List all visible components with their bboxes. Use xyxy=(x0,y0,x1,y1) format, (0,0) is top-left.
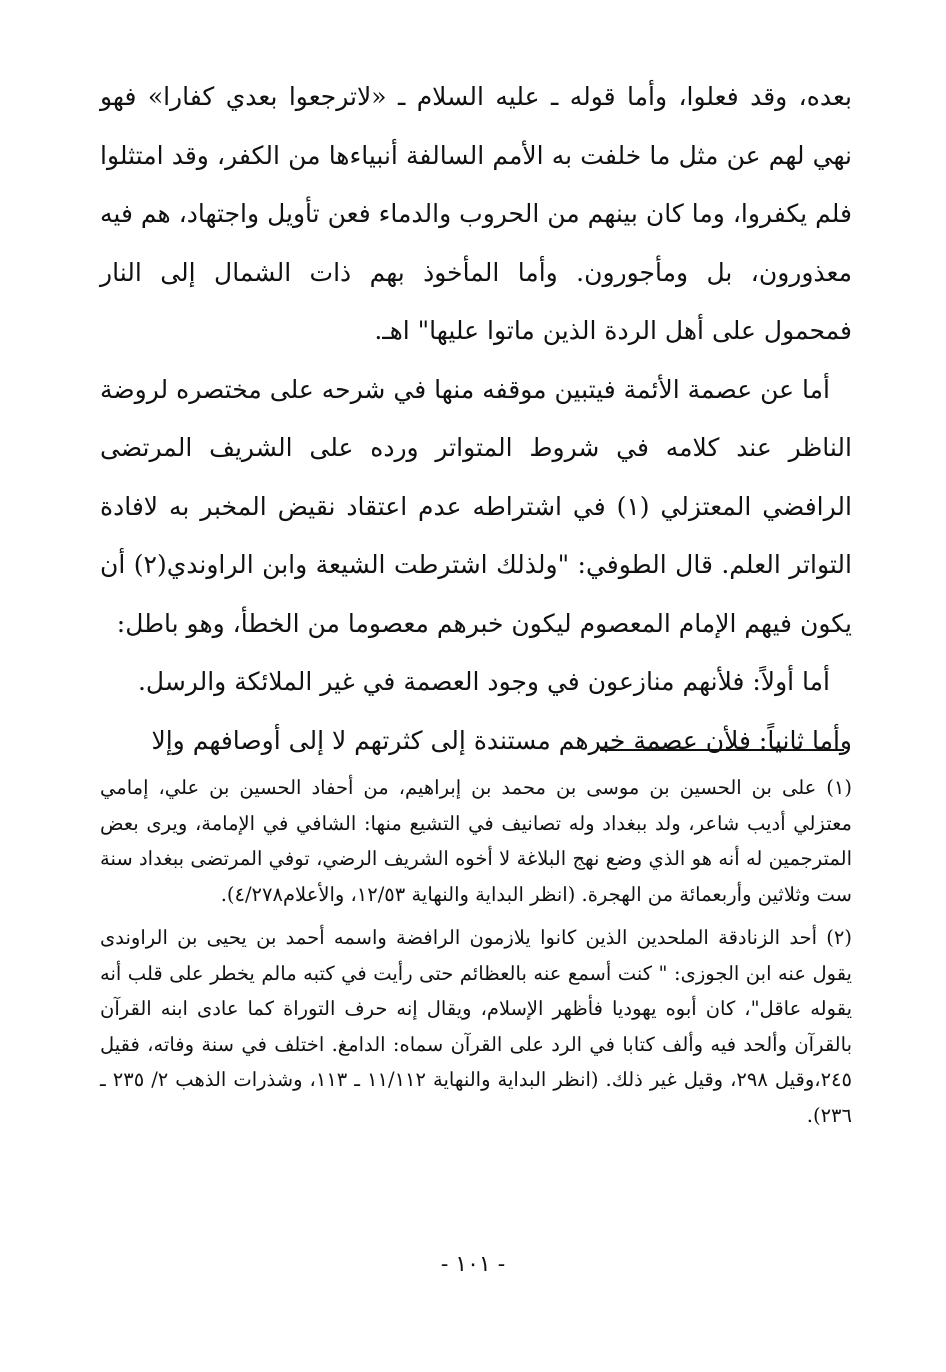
paragraph-first-point: أما أولاً: فلأنهم منازعون في وجود العصمة في غير الملائكة والرسل. xyxy=(137,667,830,696)
footnote-separator xyxy=(600,749,844,751)
paragraph-continuation: بعده، وقد فعلوا، وأما قوله ـ عليه السلام ـ «لاترجعوا بعدي كفارا» فهو نهي لهم عن مثل ما خلفت به الأمم السالفة أنبياءها من الكفر، وقد امتثلوا فلم يكفروا، وما كان بينهم من الحروب والدماء فعن تأويل واجتهاد، هم فيه معذورون، بل ومأجورون. وأما المأخوذ بهم ذات الشمال إلى النار فمحمول على أهل الردة الذين ماتوا عليها" اهـ. xyxy=(100,82,852,345)
page-number: - ١٠١ - xyxy=(440,1252,506,1277)
paragraph-second-point: وأما ثانياً: فلأن عصمة خبرهم مستندة إلى كثرتهم لا إلى أوصافهم وإلا xyxy=(151,725,852,755)
footnote-1: (١) على بن الحسين بن موسى بن محمد بن إبراهيم، من أحفاد الحسين بن علي، إمامي معتزلي أديب شاعر، ولد ببغداد وله تصانيف في التشيع منها: الشافي في الإمامة، ويرى بعض المترجمين له أنه هو الذي وضع نهج البلاغة لا أخوه الشريف الرضي، توفي المرتضى ببغداد سنة ست وثلاثين وأربعمائة من الهجرة. (انظر البداية والنهاية ١٢/٥٣، والأعلام٤/٢٧٨). xyxy=(100,776,852,906)
footnotes xyxy=(100,770,852,1133)
paragraph-imams-infallibility: أما عن عصمة الأئمة فيتبين موقفه منها في شرحه على مختصره لروضة الناظر عند كلامه في شروط المتواتر ورده على الشريف المرتضى الرافضي المعتزلي (١) في اشتراطه عدم اعتقاد نقيض المخبر به لافادة التواتر العلم. قال الطوفي: "ولذلك اشترطت الشيعة وابن الراوندي(٢) أن يكون فيهم الإمام المعصوم ليكون خبرهم معصوما من الخطأ، وهو باطل: xyxy=(100,374,852,638)
footnote-2: (٢) أحد الزنادقة الملحدين الذين كانوا يلازمون الرافضة واسمه أحمد بن يحيى بن الراوندى يقول عنه ابن الجوزى: " كنت أسمع عنه بالعظائم حتى رأيت في كتبه مالم يخطر على قلب أنه يقوله عاقل"، كان أبوه يهوديا فأظهر الإسلام، ويقال إنه حرف التوراة كما عادى ابنه القرآن بالقرآن وألحد فيه وألف كتابا في الرد على القرآن سماه: الدامغ. اختلف في سنة وفاته، فقيل ٢٤٥،وقيل ٢٩٨، وقيل غير ذلك. (انظر البداية والنهاية ١١/١١٢ ـ ١١٣، وشذرات الذهب ٢/ ٢٣٥ ـ ٢٣٦). xyxy=(100,926,852,1127)
main-text xyxy=(100,68,852,770)
